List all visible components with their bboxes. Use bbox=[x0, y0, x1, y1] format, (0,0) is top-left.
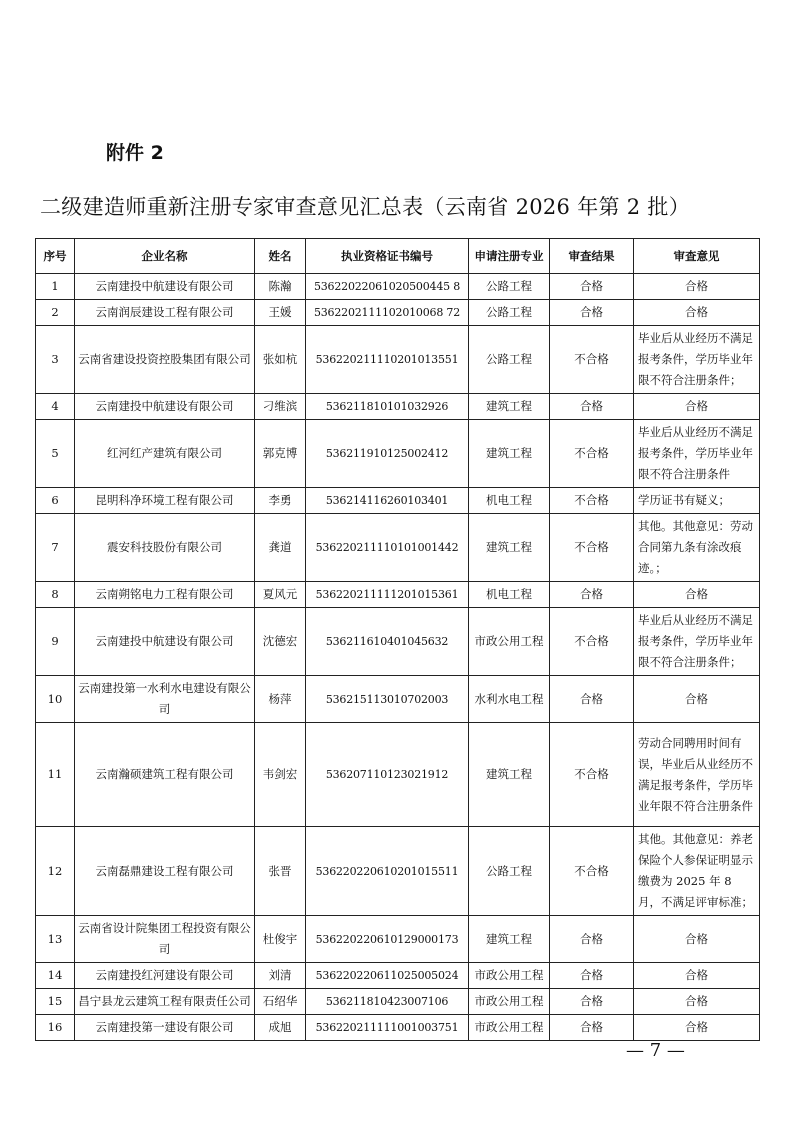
row-company: 云南朔铭电力工程有限公司 bbox=[75, 582, 255, 608]
row-cert: 536207110123021912 bbox=[306, 723, 469, 827]
row-name: 龚道 bbox=[255, 514, 306, 582]
header-opinion: 审查意见 bbox=[634, 239, 760, 274]
row-result: 不合格 bbox=[550, 608, 634, 676]
row-opinion: 合格 bbox=[634, 1015, 760, 1041]
row-name: 杨萍 bbox=[255, 676, 306, 723]
row-no: 12 bbox=[36, 827, 75, 916]
row-opinion: 合格 bbox=[634, 274, 760, 300]
row-company: 云南润辰建设工程有限公司 bbox=[75, 300, 255, 326]
table-row bbox=[36, 827, 760, 916]
row-major: 建筑工程 bbox=[469, 723, 550, 827]
row-name: 郭克博 bbox=[255, 420, 306, 488]
row-no: 16 bbox=[36, 1015, 75, 1041]
row-no: 14 bbox=[36, 963, 75, 989]
row-result: 不合格 bbox=[550, 514, 634, 582]
row-name: 韦剑宏 bbox=[255, 723, 306, 827]
row-result: 合格 bbox=[550, 274, 634, 300]
row-no: 2 bbox=[36, 300, 75, 326]
row-result: 合格 bbox=[550, 394, 634, 420]
table-row bbox=[36, 274, 760, 300]
row-company: 云南磊鼎建设工程有限公司 bbox=[75, 827, 255, 916]
row-company: 云南瀚硕建筑工程有限公司 bbox=[75, 723, 255, 827]
row-cert: 53622022061020500445 8 bbox=[306, 274, 469, 300]
row-company: 昆明科净环境工程有限公司 bbox=[75, 488, 255, 514]
row-major: 市政公用工程 bbox=[469, 608, 550, 676]
row-name: 夏风元 bbox=[255, 582, 306, 608]
row-result: 不合格 bbox=[550, 827, 634, 916]
row-no: 1 bbox=[36, 274, 75, 300]
table-row bbox=[36, 608, 760, 676]
row-result: 合格 bbox=[550, 582, 634, 608]
table-row bbox=[36, 394, 760, 420]
table-row bbox=[36, 916, 760, 963]
row-cert: 536215113010702003 bbox=[306, 676, 469, 723]
row-opinion: 合格 bbox=[634, 676, 760, 723]
row-no: 3 bbox=[36, 326, 75, 394]
row-major: 建筑工程 bbox=[469, 420, 550, 488]
header-result: 审查结果 bbox=[550, 239, 634, 274]
row-no: 13 bbox=[36, 916, 75, 963]
row-cert: 536211610401045632 bbox=[306, 608, 469, 676]
row-company: 云南省建设投资控股集团有限公司 bbox=[75, 326, 255, 394]
table-row bbox=[36, 582, 760, 608]
row-cert: 5362202111102010068 72 bbox=[306, 300, 469, 326]
row-result: 不合格 bbox=[550, 420, 634, 488]
table-row bbox=[36, 1015, 760, 1041]
row-company: 云南建投第一建设有限公司 bbox=[75, 1015, 255, 1041]
row-major: 机电工程 bbox=[469, 488, 550, 514]
row-name: 沈德宏 bbox=[255, 608, 306, 676]
row-result: 不合格 bbox=[550, 326, 634, 394]
row-result: 合格 bbox=[550, 1015, 634, 1041]
row-result: 不合格 bbox=[550, 723, 634, 827]
table-row bbox=[36, 488, 760, 514]
row-cert: 536220220610129000173 bbox=[306, 916, 469, 963]
row-company: 云南省设计院集团工程投资有限公司 bbox=[75, 916, 255, 963]
table-header-row bbox=[36, 239, 760, 274]
header-major: 申请注册专业 bbox=[469, 239, 550, 274]
row-company: 云南建投红河建设有限公司 bbox=[75, 963, 255, 989]
row-result: 合格 bbox=[550, 676, 634, 723]
row-name: 刁维滨 bbox=[255, 394, 306, 420]
row-no: 6 bbox=[36, 488, 75, 514]
row-company: 云南建投中航建设有限公司 bbox=[75, 608, 255, 676]
row-major: 建筑工程 bbox=[469, 514, 550, 582]
row-name: 陈瀚 bbox=[255, 274, 306, 300]
row-name: 成旭 bbox=[255, 1015, 306, 1041]
header-cert: 执业资格证书编号 bbox=[306, 239, 469, 274]
row-opinion: 合格 bbox=[634, 394, 760, 420]
row-name: 张晋 bbox=[255, 827, 306, 916]
row-major: 市政公用工程 bbox=[469, 963, 550, 989]
header-company: 企业名称 bbox=[75, 239, 255, 274]
table-row bbox=[36, 989, 760, 1015]
row-major: 公路工程 bbox=[469, 300, 550, 326]
row-opinion: 毕业后从业经历不满足报考条件，学历毕业年限不符合注册条件； bbox=[634, 326, 760, 394]
row-no: 15 bbox=[36, 989, 75, 1015]
attachment-label: 附件 2 bbox=[106, 142, 164, 164]
row-name: 张如杭 bbox=[255, 326, 306, 394]
row-company: 昌宁县龙云建筑工程有限责任公司 bbox=[75, 989, 255, 1015]
row-cert: 536220211111001003751 bbox=[306, 1015, 469, 1041]
row-name: 石绍华 bbox=[255, 989, 306, 1015]
row-major: 水利水电工程 bbox=[469, 676, 550, 723]
page-title: 二级建造师重新注册专家审查意见汇总表（云南省 2026 年第 2 批） bbox=[40, 195, 691, 219]
row-company: 震安科技股份有限公司 bbox=[75, 514, 255, 582]
row-opinion: 合格 bbox=[634, 916, 760, 963]
row-cert: 536211810101032926 bbox=[306, 394, 469, 420]
row-cert: 536220211110101001442 bbox=[306, 514, 469, 582]
row-result: 不合格 bbox=[550, 488, 634, 514]
row-major: 市政公用工程 bbox=[469, 989, 550, 1015]
row-cert: 536220220611025005024 bbox=[306, 963, 469, 989]
table-row bbox=[36, 676, 760, 723]
row-result: 合格 bbox=[550, 963, 634, 989]
row-cert: 536214116260103401 bbox=[306, 488, 469, 514]
row-cert: 536211910125002412 bbox=[306, 420, 469, 488]
row-major: 市政公用工程 bbox=[469, 1015, 550, 1041]
row-no: 4 bbox=[36, 394, 75, 420]
row-major: 公路工程 bbox=[469, 326, 550, 394]
header-no: 序号 bbox=[36, 239, 75, 274]
row-cert: 536220211111201015361 bbox=[306, 582, 469, 608]
row-name: 李勇 bbox=[255, 488, 306, 514]
row-opinion: 劳动合同聘用时间有误，毕业后从业经历不满足报考条件，学历毕业年限不符合注册条件 bbox=[634, 723, 760, 827]
row-no: 5 bbox=[36, 420, 75, 488]
page-number: — 7 — bbox=[626, 1040, 685, 1061]
row-opinion: 合格 bbox=[634, 989, 760, 1015]
row-no: 10 bbox=[36, 676, 75, 723]
row-major: 建筑工程 bbox=[469, 394, 550, 420]
table-row bbox=[36, 514, 760, 582]
row-major: 建筑工程 bbox=[469, 916, 550, 963]
table-row bbox=[36, 300, 760, 326]
header-name: 姓名 bbox=[255, 239, 306, 274]
row-result: 合格 bbox=[550, 989, 634, 1015]
row-major: 机电工程 bbox=[469, 582, 550, 608]
review-table bbox=[35, 238, 760, 1041]
row-major: 公路工程 bbox=[469, 827, 550, 916]
row-opinion: 毕业后从业经历不满足报考条件，学历毕业年限不符合注册条件 bbox=[634, 420, 760, 488]
row-opinion: 其他。其他意见：养老保险个人参保证明显示缴费为 2025 年 8 月，不满足评审标准； bbox=[634, 827, 760, 916]
row-name: 杜俊宇 bbox=[255, 916, 306, 963]
row-company: 云南建投中航建设有限公司 bbox=[75, 394, 255, 420]
row-opinion: 其他。其他意见：劳动合同第九条有涂改痕迹。； bbox=[634, 514, 760, 582]
row-company: 红河红产建筑有限公司 bbox=[75, 420, 255, 488]
table-row bbox=[36, 723, 760, 827]
row-no: 9 bbox=[36, 608, 75, 676]
row-cert: 536211810423007106 bbox=[306, 989, 469, 1015]
row-opinion: 毕业后从业经历不满足报考条件，学历毕业年限不符合注册条件； bbox=[634, 608, 760, 676]
row-cert: 536220220610201015511 bbox=[306, 827, 469, 916]
table-body bbox=[36, 274, 760, 1041]
table-row bbox=[36, 420, 760, 488]
table-row bbox=[36, 963, 760, 989]
row-no: 11 bbox=[36, 723, 75, 827]
row-opinion: 合格 bbox=[634, 963, 760, 989]
row-opinion: 学历证书有疑义； bbox=[634, 488, 760, 514]
row-company: 云南建投中航建设有限公司 bbox=[75, 274, 255, 300]
row-no: 7 bbox=[36, 514, 75, 582]
row-major: 公路工程 bbox=[469, 274, 550, 300]
row-no: 8 bbox=[36, 582, 75, 608]
row-result: 合格 bbox=[550, 916, 634, 963]
row-opinion: 合格 bbox=[634, 300, 760, 326]
table-row bbox=[36, 326, 760, 394]
row-company: 云南建投第一水利水电建设有限公司 bbox=[75, 676, 255, 723]
row-opinion: 合格 bbox=[634, 582, 760, 608]
row-name: 刘清 bbox=[255, 963, 306, 989]
row-result: 合格 bbox=[550, 300, 634, 326]
row-name: 王媛 bbox=[255, 300, 306, 326]
row-cert: 536220211110201013551 bbox=[306, 326, 469, 394]
